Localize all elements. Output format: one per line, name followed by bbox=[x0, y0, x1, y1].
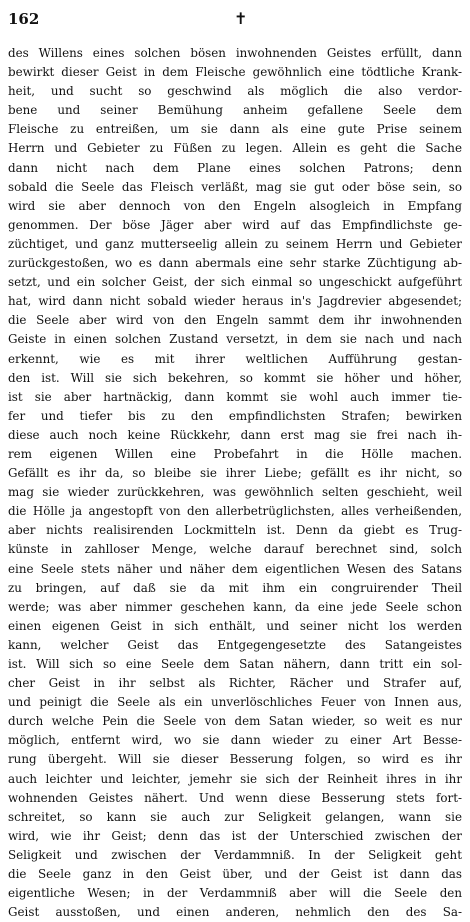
text-line: zurückgestoßen, wo es dann abermals eine sehr starke Züchtigung ab- bbox=[8, 256, 462, 271]
text-line: diese auch noch keine Rückkehr, dann erst mag sie frei nach ih- bbox=[8, 427, 462, 442]
body-text bbox=[8, 44, 462, 922]
text-line: Geiste in einen solchen Zustand versetzt, in dem sie nach und nach bbox=[8, 332, 462, 347]
text-line: des Willens eines solchen bösen inwohnenden Geistes erfüllt, dann bbox=[8, 46, 462, 60]
text-line: die Seele aber wird von den Engeln sammt dem ihr inwohnenden bbox=[8, 313, 462, 328]
text-line: erkennt, wie es mit ihrer weltlichen Aufführung gestan- bbox=[8, 351, 462, 366]
text-line: aber nichts realisirenden Lockmitteln ist. Denn da giebt es Trug- bbox=[8, 523, 462, 538]
text-line: einen eigenen Geist in sich enthält, und seiner nicht los werden bbox=[8, 618, 462, 633]
text-line: Herrn und Gebieter zu Füßen zu legen. Allein es geht die Sache bbox=[8, 141, 462, 156]
text-line: bewirkt dieser Geist in dem Fleische gewöhnlich eine tödtliche Krank- bbox=[8, 65, 462, 80]
text-line: genommen. Der böse Jäger aber wird auf das Empfindlichste ge- bbox=[8, 217, 462, 232]
text-line: züchtiget, und ganz mutterseelig allein zu seinem Herrn und Gebieter bbox=[8, 236, 462, 251]
text-line: schreitet, so kann sie auch zur Seligkeit gelangen, wann sie bbox=[8, 809, 462, 824]
text-line: dann nicht nach dem Plane eines solchen Patrons; denn bbox=[8, 160, 462, 175]
text-line: kann, welcher Geist das Entgegengesetzte des Satangeistes bbox=[8, 637, 462, 652]
text-line: rem eigenen Willen eine Probefahrt in die Hölle machen. bbox=[8, 446, 462, 461]
text-line: Seligkeit und zwischen der Verdammniß. In der Seligkeit geht bbox=[8, 847, 462, 862]
text-line: mag sie wieder zurückkehren, was gewöhnlich selten geschieht, weil bbox=[8, 485, 462, 500]
text-line: cher Geist in ihr selbst als Richter, Rächer und Strafer auf, bbox=[8, 676, 462, 691]
text-line: die Hölle ja angestopft von den allerbetrüglichsten, alles verheißenden, bbox=[8, 504, 462, 519]
text-line: hat, wird dann nicht sobald wieder heraus in's Jagdrevier abgesendet; bbox=[8, 294, 462, 309]
text-line: fer und tiefer bis zu den empfindlichsten Strafen; bewirken bbox=[8, 408, 462, 423]
text-line: sobald die Seele das Fleisch verläßt, mag sie gut oder böse sein, so bbox=[8, 179, 462, 194]
text-line: wohnenden Geistes nähert. Und wenn diese Besserung stets fort- bbox=[8, 790, 462, 805]
text-line: auch leichter und leichter, jemehr sie sich der Reinheit ihres in ihr bbox=[8, 771, 462, 786]
text-line: den ist. Will sie sich bekehren, so kommt sie höher und höher, bbox=[8, 370, 462, 385]
page-header bbox=[8, 10, 462, 36]
text-line: rung übergeht. Will sie dieser Besserung folgen, so wird es ihr bbox=[8, 752, 462, 767]
text-line: werde; was aber nimmer geschehen kann, da eine jede Seele schon bbox=[8, 599, 462, 614]
text-line: und peinigt die Seele als ein unverlöschliches Feuer von Innen aus, bbox=[8, 695, 462, 710]
cross-ornament-icon: ✝ bbox=[234, 9, 248, 28]
text-line: Fleische zu entreißen, um sie dann als eine gute Prise seinem bbox=[8, 122, 462, 137]
text-line: durch welche Pein die Seele von dem Satan wieder, so weit es nur bbox=[8, 714, 462, 729]
text-line: künste in zahlloser Menge, welche darauf berechnet sind, solch bbox=[8, 542, 462, 557]
text-line: wird sie aber dennoch von den Engeln alsogleich in Empfang bbox=[8, 198, 462, 213]
text-line: setzt, und ein solcher Geist, der sich einmal so ungeschickt aufgeführt bbox=[8, 275, 462, 290]
text-line: eine Seele stets näher und näher dem eigentlichen Wesen des Satans bbox=[8, 561, 462, 576]
text-line: ist. Will sich so eine Seele dem Satan nähern, dann tritt ein sol- bbox=[8, 657, 462, 671]
text-line: eigentliche Wesen; in der Verdammniß aber will die Seele den bbox=[8, 886, 462, 901]
text-line: zu bringen, auf daß sie da mit ihm ein congruirender Theil bbox=[8, 580, 462, 595]
text-line: wird, wie ihr Geist; denn das ist der Unterschied zwischen der bbox=[8, 828, 462, 843]
text-line: heit, und sucht so geschwind als möglich die also verdor- bbox=[8, 84, 462, 99]
text-line: die Seele ganz in den Geist über, und der Geist ist dann das bbox=[8, 867, 462, 882]
page-number: 162 bbox=[8, 10, 40, 28]
text-line: ist sie aber hartnäckig, dann kommt sie wohl auch immer tie- bbox=[8, 389, 462, 404]
text-line: möglich, entfernt wird, wo sie dann wieder zu einer Art Besse- bbox=[8, 733, 462, 748]
text-line: bene und seiner Bemühung anheim gefallene Seele dem bbox=[8, 103, 462, 118]
text-line: Geist ausstoßen, und einen anderen, nehmlich den des Sa- bbox=[8, 905, 462, 920]
text-line: Gefällt es ihr da, so bleibe sie ihrer Liebe; gefällt es ihr nicht, so bbox=[8, 466, 462, 481]
